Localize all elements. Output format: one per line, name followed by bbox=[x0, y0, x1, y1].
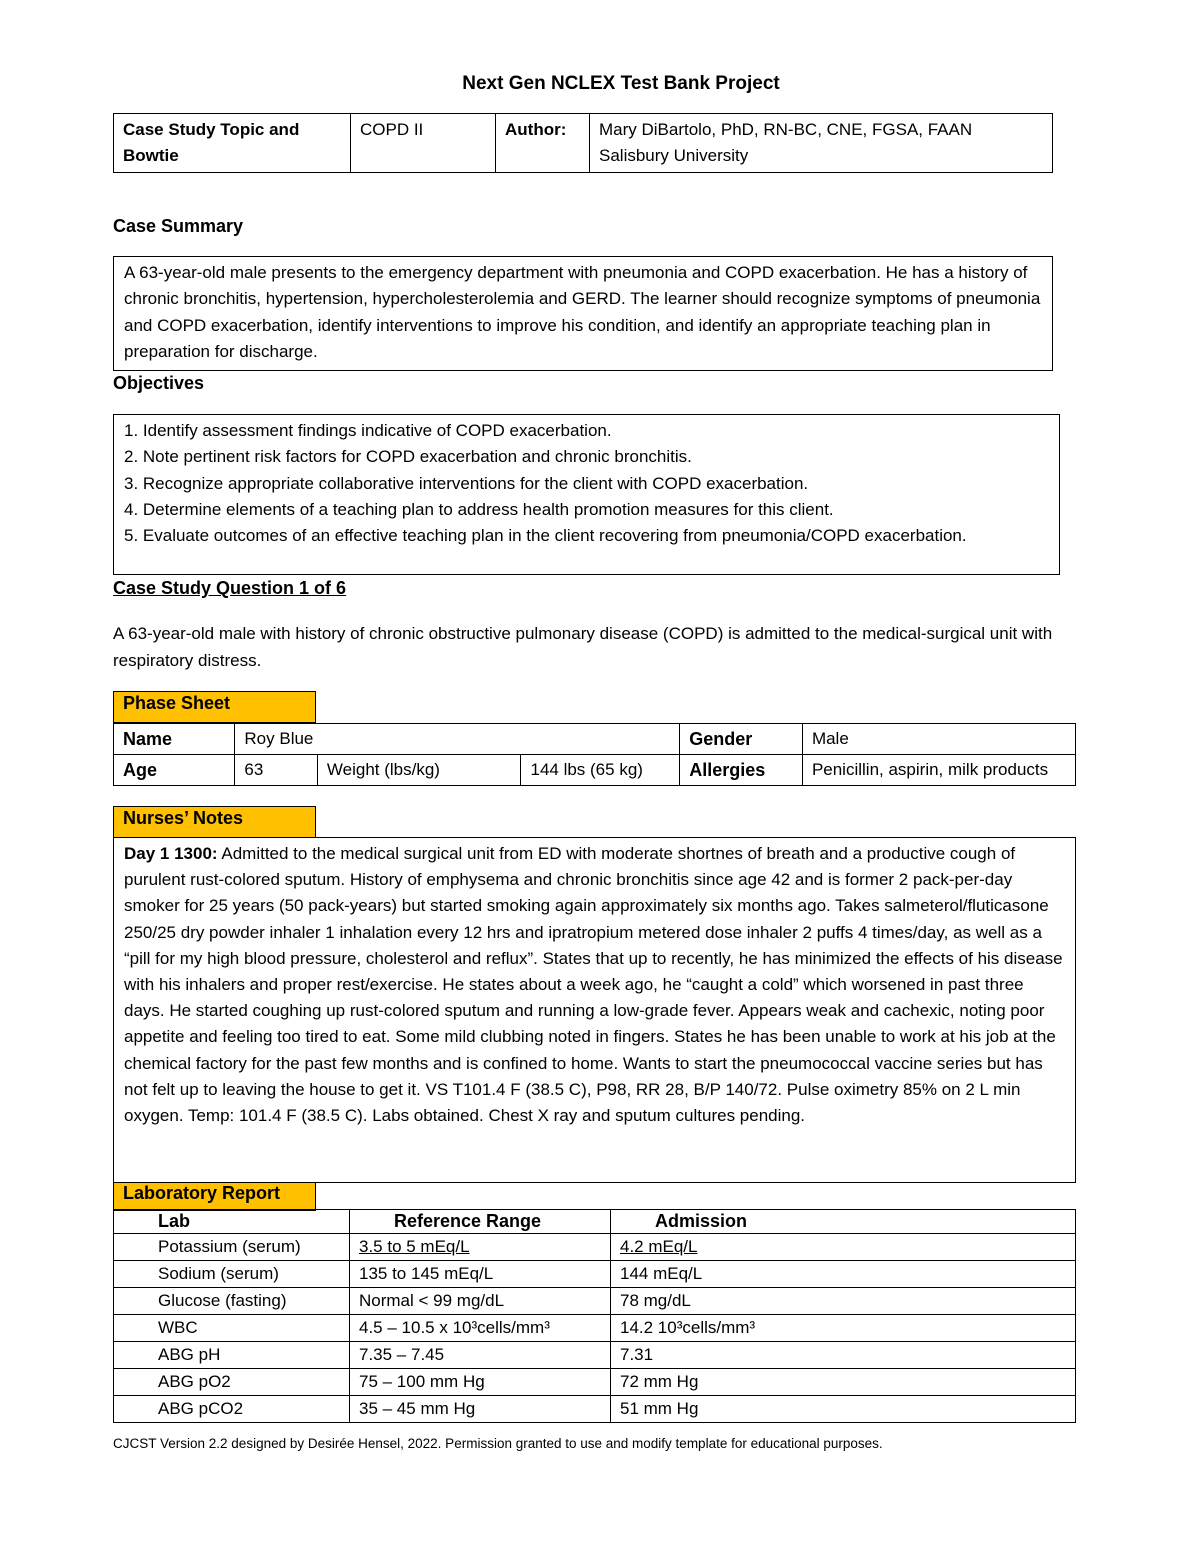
lab-name: ABG pCO2 bbox=[114, 1396, 350, 1423]
lab-name: Glucose (fasting) bbox=[114, 1288, 350, 1315]
lab-admission: 14.2 10³cells/mm³ bbox=[611, 1315, 1076, 1342]
topic-label: Case Study Topic and Bowtie bbox=[114, 114, 351, 173]
lab-col-header: Reference Range bbox=[350, 1210, 611, 1234]
lab-range: 4.5 – 10.5 x 10³cells/mm³ bbox=[350, 1315, 611, 1342]
lab-report-tag: Laboratory Report bbox=[113, 1182, 316, 1211]
phase-sheet-tag: Phase Sheet bbox=[113, 691, 316, 723]
case-summary-heading: Case Summary bbox=[113, 216, 244, 236]
page-title: Next Gen NCLEX Test Bank Project bbox=[462, 73, 780, 94]
author-label: Author: bbox=[496, 114, 590, 173]
objective-item: 4. Determine elements of a teaching plan to address health promotion measures for this client. bbox=[124, 499, 834, 519]
lab-row bbox=[114, 1315, 1076, 1342]
lab-row bbox=[114, 1396, 1076, 1423]
lab-row bbox=[114, 1234, 1076, 1261]
lab-name: ABG pH bbox=[114, 1342, 350, 1369]
lab-range: 7.35 – 7.45 bbox=[350, 1342, 611, 1369]
lab-admission: 78 mg/dL bbox=[611, 1288, 1076, 1315]
case-header-table bbox=[113, 113, 1053, 173]
lab-admission: 7.31 bbox=[611, 1342, 1076, 1369]
lab-name: ABG pO2 bbox=[114, 1369, 350, 1396]
objectives-box bbox=[113, 414, 1060, 575]
lab-report-table bbox=[113, 1209, 1076, 1423]
lab-row bbox=[114, 1342, 1076, 1369]
lab-name: WBC bbox=[114, 1315, 350, 1342]
lab-admission: 72 mm Hg bbox=[611, 1369, 1076, 1396]
lab-header-row bbox=[114, 1210, 1076, 1234]
name-value: Roy Blue bbox=[235, 724, 680, 755]
weight-value: 144 lbs (65 kg) bbox=[521, 755, 680, 786]
topic-value: COPD II bbox=[351, 114, 496, 173]
question-text: A 63-year-old male with history of chronic obstructive pulmonary disease (COPD) is admitted to the medical-surgical unit with respiratory distress. bbox=[113, 624, 1053, 670]
page-footer: CJCST Version 2.2 designed by Desirée Hensel, 2022. Permission granted to use and modify template for educational purposes. bbox=[113, 1436, 883, 1451]
objective-item: 5. Evaluate outcomes of an effective teaching plan in the client recovering from pneumonia/COPD exacerbation. bbox=[124, 526, 967, 546]
objective-item: 3. Recognize appropriate collaborative interventions for the client with COPD exacerbation. bbox=[124, 473, 809, 493]
author-cell bbox=[590, 114, 1053, 173]
lab-admission: 51 mm Hg bbox=[611, 1396, 1076, 1423]
phase-sheet-table bbox=[113, 723, 1076, 786]
nurses-notes-tag: Nurses’ Notes bbox=[113, 806, 316, 838]
lab-row bbox=[114, 1288, 1076, 1315]
lab-col-header: Admission bbox=[611, 1210, 1076, 1234]
objective-item: 2. Note pertinent risk factors for COPD exacerbation and chronic bronchitis. bbox=[124, 447, 692, 467]
lab-name: Potassium (serum) bbox=[114, 1234, 350, 1261]
lab-admission: 4.2 mEq/L bbox=[611, 1234, 1076, 1261]
name-label: Name bbox=[114, 724, 235, 755]
lab-row bbox=[114, 1369, 1076, 1396]
age-value: 63 bbox=[235, 755, 318, 786]
allergies-value: Penicillin, aspirin, milk products bbox=[802, 755, 1075, 786]
lab-name: Sodium (serum) bbox=[114, 1261, 350, 1288]
author-org: Salisbury University bbox=[599, 146, 749, 165]
case-summary-box bbox=[113, 256, 1053, 371]
objective-item: 1. Identify assessment findings indicative of COPD exacerbation. bbox=[124, 421, 612, 440]
lab-range: 35 – 45 mm Hg bbox=[350, 1396, 611, 1423]
question-title: Case Study Question 1 of 6 bbox=[113, 578, 347, 598]
nurses-notes-day: Day 1 1300: bbox=[124, 844, 218, 863]
lab-range: 3.5 to 5 mEq/L bbox=[350, 1234, 611, 1261]
lab-range: 75 – 100 mm Hg bbox=[350, 1369, 611, 1396]
age-label: Age bbox=[114, 755, 235, 786]
gender-label: Gender bbox=[680, 724, 803, 755]
lab-admission: 144 mEq/L bbox=[611, 1261, 1076, 1288]
nurses-notes-text: Admitted to the medical surgical unit from ED with moderate shortnes of breath and a productive cough of purulent rust-colored sputum. History of emphysema and chronic bronchitis since age 42 and is former 2 pack-per-day smoker for 25 years (50 pack-years) but started smoking again approximately six months ago. Takes salmeterol/fluticasone 250/25 dry powder inhaler 1 inhalation every 12 hrs and ipratropium metered dose inhaler 2 puffs 4 times/day, as well as a “pill for my high blood pressure, cholesterol and reflux”. States that up to recently, he has minimized the effects of his disease with his inhalers and proper rest/exercise. He states about a week ago, he “caught a cold” which worsened in past three days. He started coughing up rust-colored sputum and running a low-grade fever. Appears weak and cachexic, noting poor appetite and feeling too tired to eat. Some mild clubbing noted in fingers. States he has been unable to work at his job at the chemical factory for the past few months and is confined to home. Wants to start the pneumococcal vaccine series but has not felt up to leaving the house to get it. VS T101.4 F (38.5 C), P98, RR 28, B/P 140/72. Pulse oximetry 85% on 2 L min oxygen. Temp: 101.4 F (38.5 C). Labs obtained. Chest X ray and sputum cultures pending. bbox=[124, 844, 1063, 1126]
lab-range: 135 to 145 mEq/L bbox=[350, 1261, 611, 1288]
gender-value: Male bbox=[802, 724, 1075, 755]
author-name: Mary DiBartolo, PhD, RN-BC, CNE, FGSA, FAAN bbox=[599, 120, 973, 139]
case-summary-text: A 63-year-old male presents to the emergency department with pneumonia and COPD exacerbation. He has a history of chronic bronchitis, hypertension, hypercholesterolemia and GERD. The learner should recognize symptoms of pneumonia and COPD exacerbation, identify interventions to improve his condition, and identify an appropriate teaching plan in preparation for discharge. bbox=[124, 263, 1041, 361]
nurses-notes-box bbox=[113, 837, 1076, 1183]
lab-range: Normal < 99 mg/dL bbox=[350, 1288, 611, 1315]
lab-row bbox=[114, 1261, 1076, 1288]
objectives-heading: Objectives bbox=[113, 373, 205, 393]
allergies-label: Allergies bbox=[680, 755, 803, 786]
weight-label: Weight (lbs/kg) bbox=[317, 755, 521, 786]
lab-col-header: Lab bbox=[114, 1210, 350, 1234]
